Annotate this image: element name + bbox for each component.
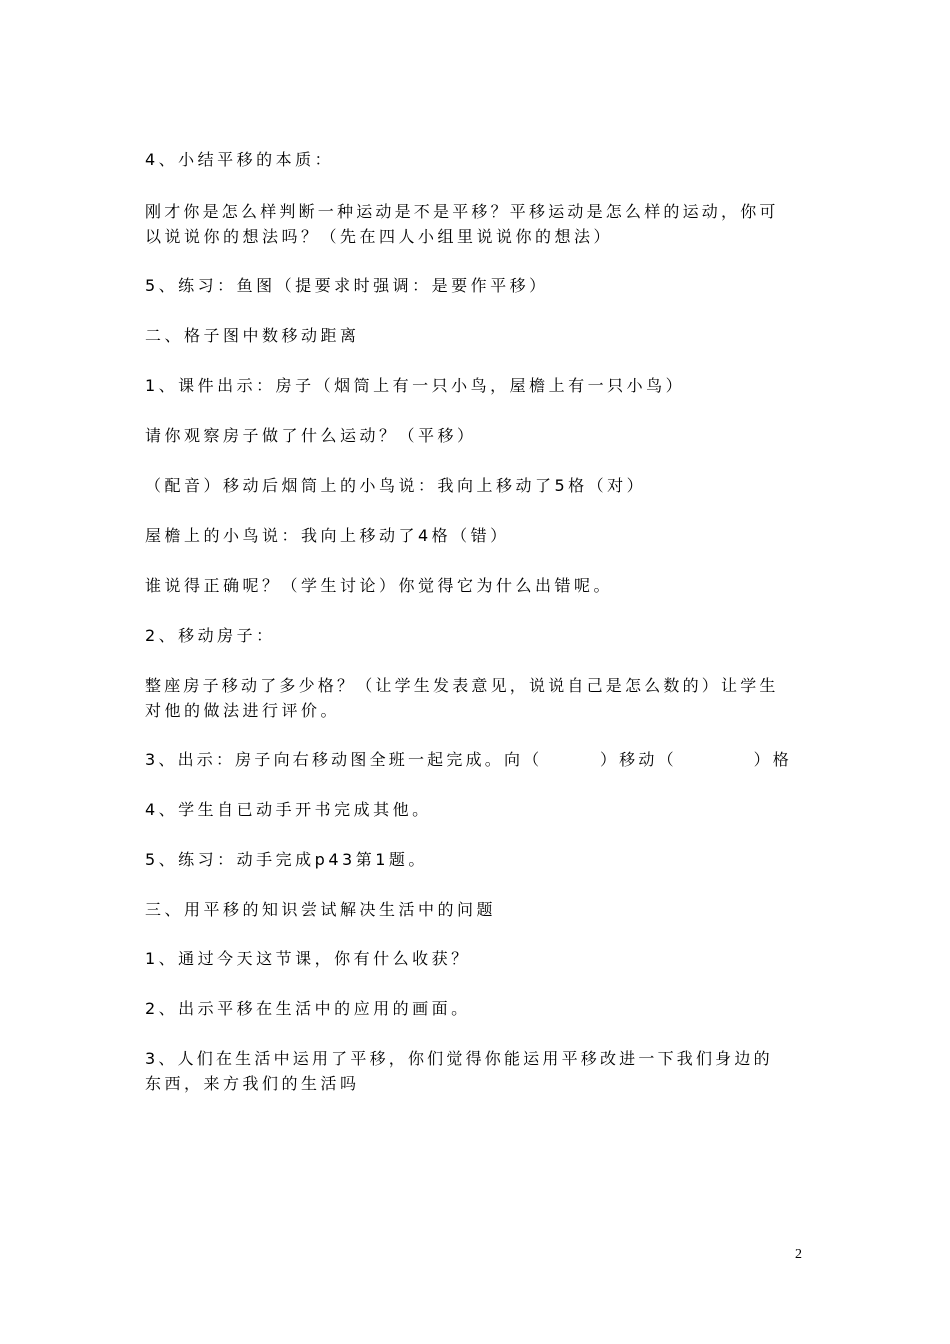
- exercise-line: 5、练习：鱼图（提要求时强调：是要作平移）: [145, 276, 549, 295]
- paragraph-line: 以说说你的想法吗？（先在四人小组里说说你的想法）: [145, 227, 614, 246]
- paragraph-line: 1、通过今天这节课，你有什么收获？: [145, 949, 471, 968]
- paragraph-line: 整座房子移动了多少格？（让学生发表意见，说说自己是怎么数的）让学生: [145, 676, 779, 695]
- page-number: 2: [795, 1247, 802, 1262]
- paragraph-line: 3、出示：房子向右移动图全班一起完成。向（ ）移动（ ）格: [145, 750, 792, 769]
- paragraph-line: 2、移动房子：: [145, 626, 276, 645]
- paragraph-line: 对他的做法进行评价。: [145, 701, 341, 720]
- paragraph-line: 请你观察房子做了什么运动？（平移）: [145, 426, 477, 445]
- paragraph-line: 刚才你是怎么样判断一种运动是不是平移？平移运动是怎么样的运动，你可: [145, 202, 779, 221]
- section-4-summary-heading: 4、小结平移的本质：: [145, 150, 335, 169]
- paragraph-line: 东西，来方我们的生活吗: [145, 1074, 360, 1093]
- paragraph-line: 1、课件出示：房子（烟筒上有一只小鸟，屋檐上有一只小鸟）: [145, 376, 686, 395]
- paragraph-line: 4、学生自已动手开书完成其他。: [145, 800, 432, 819]
- paragraph-line: 5、练习：动手完成p43第1题。: [145, 850, 428, 869]
- section-two-heading: 二、格子图中数移动距离: [145, 326, 360, 345]
- paragraph-line: （配音）移动后烟筒上的小鸟说：我向上移动了5格（对）: [145, 476, 647, 495]
- paragraph-line: 屋檐上的小鸟说：我向上移动了4格（错）: [145, 526, 510, 545]
- paragraph-line: 3、人们在生活中运用了平移，你们觉得你能运用平移改进一下我们身边的: [145, 1049, 773, 1068]
- paragraph-line: 谁说得正确呢？（学生讨论）你觉得它为什么出错呢。: [145, 576, 614, 595]
- section-three-heading: 三、用平移的知识尝试解决生活中的问题: [145, 900, 497, 919]
- paragraph-line: 2、出示平移在生活中的应用的画面。: [145, 999, 471, 1018]
